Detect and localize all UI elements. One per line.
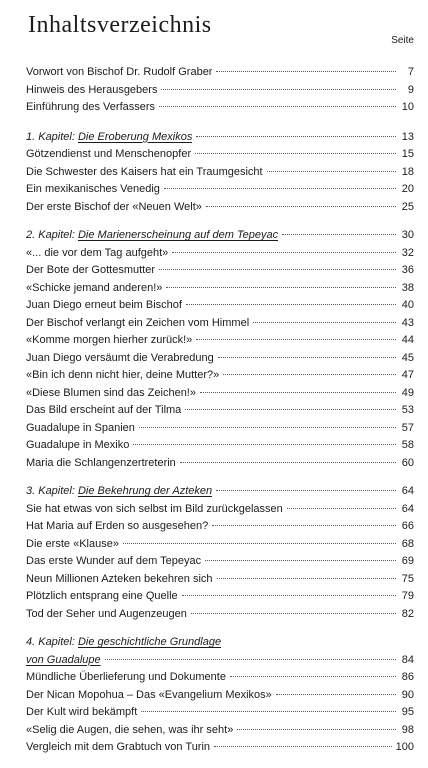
dot-leader — [164, 188, 396, 189]
dot-leader — [282, 234, 396, 235]
toc-page-number: 69 — [401, 555, 414, 567]
toc-page-number: 30 — [401, 229, 414, 241]
toc-entry-title: «Selig die Augen, die sehen, was ihr seht» — [26, 723, 234, 736]
toc-entry[interactable] — [26, 164, 414, 182]
chapter-heading[interactable] — [26, 129, 414, 147]
toc-entry-title — [26, 129, 192, 147]
dot-leader — [180, 462, 396, 463]
toc-entry-title: Tod der Seher und Augenzeugen — [26, 607, 187, 620]
toc-header — [26, 10, 414, 46]
toc-page-number: 86 — [401, 671, 414, 683]
toc-page-number: 75 — [401, 572, 414, 585]
toc-entry[interactable] — [26, 99, 414, 117]
dot-leader — [196, 136, 396, 137]
toc-page-number: 20 — [401, 183, 414, 195]
toc-entry-title: Der erste Bischof der «Neuen Welt» — [26, 200, 202, 213]
toc-entry-title: Guadalupe in Mexiko — [26, 439, 130, 451]
toc-entry[interactable] — [26, 722, 414, 740]
toc-page-number: 57 — [401, 421, 414, 434]
dot-leader — [105, 659, 396, 660]
toc-entry[interactable] — [26, 518, 414, 536]
toc-page-number: 44 — [401, 334, 414, 346]
chapter-title: Die Marienerscheinung auf dem Tepeyac — [77, 229, 279, 241]
dot-leader — [185, 409, 396, 410]
toc-entry-title: Der Bischof verlangt ein Zeichen vom Himmel — [26, 316, 250, 329]
toc-entry[interactable] — [26, 385, 414, 403]
dot-leader — [133, 444, 396, 445]
dot-leader — [237, 729, 396, 730]
chapter-heading-line[interactable] — [26, 634, 414, 652]
dot-leader — [200, 392, 396, 393]
dot-leader — [287, 508, 396, 509]
toc-entry[interactable] — [26, 455, 414, 473]
toc-entry[interactable] — [26, 687, 414, 705]
toc-entry-title: Hinweis des Herausgebers — [26, 83, 158, 96]
toc-entry[interactable] — [26, 501, 414, 519]
toc-page-number: 58 — [401, 439, 414, 451]
toc-page-number: 53 — [401, 404, 414, 416]
toc-page-number: 100 — [395, 741, 414, 753]
toc-entry-title: Vergleich mit dem Grabtuch von Turin — [26, 741, 211, 753]
toc-entry[interactable] — [26, 199, 414, 217]
toc-page-number: 18 — [401, 165, 414, 178]
chapter-prefix: 1. Kapitel: — [26, 130, 78, 143]
toc-entry[interactable] — [26, 82, 414, 100]
chapter-section — [26, 634, 414, 757]
toc-page-number: 9 — [407, 83, 414, 96]
dot-leader — [217, 578, 396, 579]
toc-page-number: 79 — [401, 590, 414, 602]
chapter-section — [26, 483, 414, 623]
toc-entry[interactable] — [26, 402, 414, 420]
toc-entry-title: Ein mexikanisches Venedig — [26, 183, 160, 195]
toc-entry[interactable] — [26, 262, 414, 280]
toc-page-number: 13 — [401, 130, 414, 143]
dot-leader — [172, 252, 396, 253]
chapter-prefix: 3. Kapitel: — [26, 485, 78, 497]
dot-leader — [166, 287, 396, 288]
dot-leader — [216, 71, 396, 72]
dot-leader — [205, 560, 396, 561]
toc-page — [26, 10, 414, 768]
chapter-heading[interactable] — [26, 227, 414, 245]
toc-entry-title — [26, 652, 101, 670]
toc-entry-title: Juan Diego versäumt die Verabredung — [26, 351, 214, 364]
toc-entry-title: «Diese Blumen sind das Zeichen!» — [26, 386, 196, 399]
chapter-prefix: 2. Kapitel: — [26, 229, 78, 241]
toc-page-number: 10 — [401, 101, 414, 113]
toc-page-number: 64 — [401, 502, 414, 515]
dot-leader — [182, 595, 396, 596]
dot-leader — [191, 613, 396, 614]
toc-entry-title: Guadalupe in Spanien — [26, 421, 135, 434]
toc-entry-title: Hat Maria auf Erden so ausgesehen? — [26, 520, 209, 532]
toc-entry-title: Der Nican Mopohua – Das «Evangelium Mexikos» — [26, 688, 272, 701]
toc-page-number: 7 — [407, 66, 414, 78]
toc-entry[interactable] — [26, 332, 414, 350]
toc-entry[interactable] — [26, 181, 414, 199]
toc-entry-title: Mündliche Überlieferung und Dokumente — [26, 671, 226, 683]
chapters-container — [26, 129, 414, 757]
dot-leader — [186, 304, 396, 305]
toc-page-number: 45 — [401, 351, 414, 364]
dot-leader — [196, 339, 396, 340]
dot-leader — [216, 490, 396, 491]
toc-page-number: 98 — [401, 723, 414, 736]
chapter-title: Die Bekehrung der Azteken — [77, 485, 213, 497]
toc-entry-title: «Schicke jemand anderen!» — [26, 281, 163, 294]
toc-entry-title: «Bin ich denn nicht hier, deine Mutter?» — [26, 369, 220, 381]
toc-entry[interactable] — [26, 571, 414, 589]
toc-entry[interactable] — [26, 704, 414, 722]
toc-entry-title: Sie hat etwas von sich selbst im Bild zurückgelassen — [26, 502, 283, 515]
toc-entry[interactable] — [26, 420, 414, 438]
toc-page-number: 32 — [401, 246, 414, 259]
toc-entry[interactable] — [26, 739, 414, 757]
toc-page-number: 40 — [401, 299, 414, 311]
toc-entry-title: Maria die Schlangenzertreterin — [26, 456, 176, 469]
toc-entry-title: Götzendienst und Menschenopfer — [26, 148, 192, 160]
toc-entry[interactable] — [26, 536, 414, 554]
chapter-heading[interactable] — [26, 652, 414, 670]
page-title: Inhaltsverzeichnis — [28, 12, 212, 38]
toc-page-number: 47 — [401, 369, 414, 381]
dot-leader — [123, 543, 396, 544]
dot-leader — [267, 171, 396, 172]
toc-page-number: 66 — [401, 520, 414, 532]
toc-entry[interactable] — [26, 553, 414, 571]
dot-leader — [161, 89, 396, 90]
toc-entry[interactable] — [26, 64, 414, 82]
toc-entry[interactable] — [26, 367, 414, 385]
dot-leader — [159, 106, 396, 107]
toc-entry-title: Das erste Wunder auf dem Tepeyac — [26, 555, 202, 567]
page-column-label: Seite — [391, 35, 414, 46]
toc-entry[interactable] — [26, 146, 414, 164]
toc-entry[interactable] — [26, 297, 414, 315]
front-matter-section — [26, 64, 414, 117]
chapter-title-continued: von Guadalupe — [26, 653, 101, 666]
toc-entry-title: Neun Millionen Azteken bekehren sich — [26, 572, 213, 585]
toc-entry-title: Vorwort von Bischof Dr. Rudolf Graber — [26, 66, 213, 78]
toc-entry[interactable] — [26, 606, 414, 624]
toc-entry-title: Die Schwester des Kaisers hat ein Traumgesicht — [26, 165, 263, 178]
chapter-heading[interactable] — [26, 483, 414, 501]
toc-entry[interactable] — [26, 350, 414, 368]
dot-leader — [230, 676, 396, 677]
dot-leader — [253, 322, 396, 323]
toc-entry[interactable] — [26, 588, 414, 606]
chapter-section — [26, 227, 414, 472]
dot-leader — [159, 269, 396, 270]
toc-page-number: 15 — [401, 148, 414, 160]
toc-entry-title — [26, 227, 278, 245]
toc-page-number: 68 — [401, 537, 414, 550]
dot-leader — [206, 206, 396, 207]
dot-leader — [218, 357, 396, 358]
chapter-prefix: 4. Kapitel: — [26, 636, 78, 648]
toc-page-number: 90 — [401, 688, 414, 701]
toc-entry-title: Die erste «Klause» — [26, 537, 119, 550]
toc-page-number: 84 — [401, 653, 414, 666]
toc-entry-title: Plötzlich entsprang eine Quelle — [26, 590, 178, 602]
toc-page-number: 64 — [401, 485, 414, 497]
toc-page-number: 49 — [401, 386, 414, 399]
dot-leader — [214, 746, 392, 747]
toc-page-number: 38 — [401, 281, 414, 294]
toc-entry[interactable] — [26, 245, 414, 263]
toc-entry[interactable] — [26, 315, 414, 333]
toc-entry-title: «... die vor dem Tag aufgeht» — [26, 246, 169, 259]
toc-entry[interactable] — [26, 280, 414, 298]
toc-entry-title: Der Bote der Gottesmutter — [26, 264, 155, 276]
toc-body — [26, 64, 414, 757]
toc-entry-title: Juan Diego erneut beim Bischof — [26, 299, 182, 311]
chapter-title: Die Eroberung Mexikos — [77, 130, 193, 143]
toc-page-number: 43 — [401, 316, 414, 329]
dot-leader — [212, 525, 396, 526]
chapter-section — [26, 129, 414, 217]
toc-page-number: 36 — [401, 264, 414, 276]
dot-leader — [195, 153, 396, 154]
dot-leader — [141, 711, 396, 712]
toc-entry-title: Der Kult wird bekämpft — [26, 706, 138, 718]
dot-leader — [223, 374, 396, 375]
toc-entry-title: Einführung des Verfassers — [26, 101, 156, 113]
chapter-title: Die geschichtliche Grundlage — [77, 636, 222, 648]
toc-entry-title: Das Bild erscheint auf der Tilma — [26, 404, 182, 416]
toc-page-number: 60 — [401, 456, 414, 469]
toc-entry[interactable] — [26, 437, 414, 455]
toc-entry-title — [26, 483, 212, 501]
toc-entry[interactable] — [26, 669, 414, 687]
toc-page-number: 25 — [401, 200, 414, 213]
toc-page-number: 82 — [401, 607, 414, 620]
toc-entry-title: «Komme morgen hierher zurück!» — [26, 334, 193, 346]
dot-leader — [276, 694, 396, 695]
dot-leader — [139, 427, 396, 428]
toc-page-number: 95 — [401, 706, 414, 718]
